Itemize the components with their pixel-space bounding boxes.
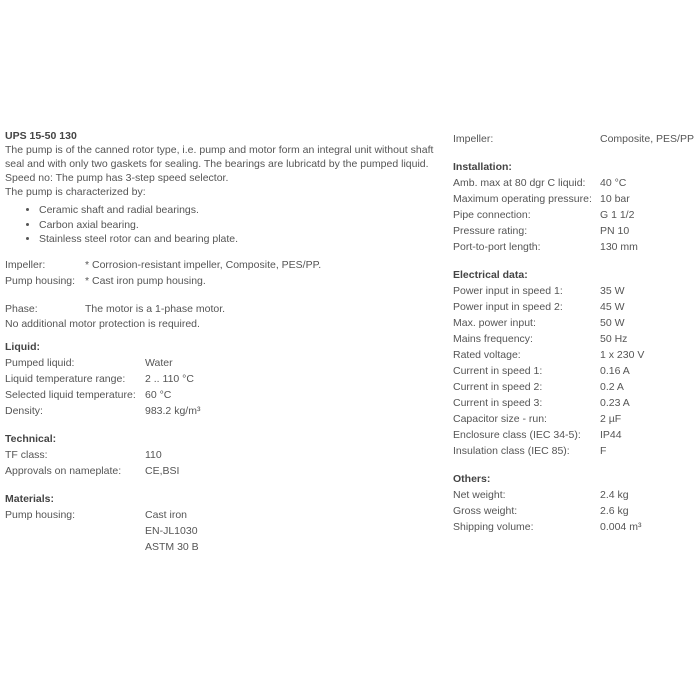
- electrical-row: [453, 363, 700, 379]
- spec-value: 2.4 kg: [600, 489, 629, 501]
- feature-list: [5, 203, 437, 247]
- materials-values: [145, 507, 199, 555]
- spec-label: Pressure rating:: [453, 225, 528, 237]
- electrical-row: [453, 331, 700, 347]
- phase-note: No additional motor protection is required.: [5, 317, 200, 330]
- feature-value: * Corrosion-resistant impeller, Composite, PES/PP.: [85, 258, 322, 271]
- spec-value: IP44: [600, 429, 622, 441]
- impeller-row: [453, 131, 700, 147]
- product-title: UPS 15-50 130: [5, 130, 77, 142]
- installation-row: [453, 223, 700, 239]
- liquid-row: [5, 371, 437, 387]
- liquid-row: [5, 387, 437, 403]
- spec-value: 1 x 230 V: [600, 349, 645, 361]
- spec-value: 2.6 kg: [600, 505, 629, 517]
- installation-row: [453, 239, 700, 255]
- others-row: [453, 487, 700, 503]
- phase-value: The motor is a 1-phase motor.: [85, 302, 226, 315]
- spec-label: Liquid temperature range:: [5, 372, 126, 385]
- electrical-row: [453, 283, 700, 299]
- feature-row-impeller: [5, 257, 437, 273]
- technical-section-title: Technical:: [5, 432, 57, 445]
- spec-label: Port-to-port length:: [453, 241, 541, 253]
- electrical-row: [453, 427, 700, 443]
- electrical-row: [453, 411, 700, 427]
- spec-label: Current in speed 3:: [453, 397, 543, 409]
- feature-bullet: • Carbon axial bearing.: [39, 218, 437, 233]
- installation-row: [453, 191, 700, 207]
- phase-label: Phase:: [5, 302, 38, 315]
- spec-value: CE,BSI: [145, 464, 180, 477]
- spec-label: Insulation class (IEC 85):: [453, 445, 570, 457]
- materials-row: [5, 507, 437, 555]
- spec-value: Cast iron: [145, 508, 188, 521]
- feature-bullet: • Ceramic shaft and radial bearings.: [39, 203, 437, 218]
- spec-value: ASTM 30 B: [145, 540, 199, 553]
- spec-label: Shipping volume:: [453, 521, 534, 533]
- spec-value: 0.16 A: [600, 365, 630, 377]
- electrical-row: [453, 443, 700, 459]
- spec-value: 110: [145, 448, 162, 461]
- spec-label: Approvals on nameplate:: [5, 464, 122, 477]
- electrical-row: [453, 395, 700, 411]
- spec-value: PN 10: [600, 225, 630, 237]
- spec-label: Net weight:: [453, 489, 506, 501]
- others-row: [453, 519, 700, 535]
- feature-value: * Cast iron pump housing.: [85, 274, 206, 287]
- spec-label: Power input in speed 1:: [453, 285, 563, 297]
- spec-label: Pipe connection:: [453, 209, 531, 221]
- spec-label: Rated voltage:: [453, 349, 521, 361]
- electrical-row: [453, 379, 700, 395]
- spec-label: Current in speed 1:: [453, 365, 543, 377]
- spec-value: 35 W: [600, 285, 625, 297]
- right-column: [453, 131, 700, 535]
- spec-label: Capacitor size - run:: [453, 413, 547, 425]
- spec-label: Enclosure class (IEC 34-5):: [453, 429, 581, 441]
- spec-label: Max. power input:: [453, 317, 536, 329]
- spec-value: 130 mm: [600, 241, 638, 253]
- spec-label: Pump housing:: [5, 508, 76, 521]
- left-column: [5, 129, 437, 555]
- spec-value: F: [600, 445, 607, 457]
- intro-line: The pump is of the canned rotor type, i.e. pump and motor form an integral unit without shaft: [5, 144, 434, 156]
- feature-row-housing: [5, 273, 437, 289]
- installation-section-title: Installation:: [453, 161, 512, 173]
- spec-value: 45 W: [600, 301, 625, 313]
- spec-value: 60 °C: [145, 388, 172, 401]
- others-row: [453, 503, 700, 519]
- spec-value: 2 .. 110 °C: [145, 372, 194, 385]
- others-section-title: Others:: [453, 473, 491, 485]
- liquid-section-title: Liquid:: [5, 340, 40, 353]
- spec-value: 0.2 A: [600, 381, 624, 393]
- materials-section-title: Materials:: [5, 492, 55, 505]
- spec-label: Impeller:: [453, 133, 494, 145]
- intro-line: The pump is characterized by:: [5, 186, 146, 198]
- spec-value: 50 Hz: [600, 333, 628, 345]
- spec-label: Pumped liquid:: [5, 356, 75, 369]
- spec-label: Power input in speed 2:: [453, 301, 563, 313]
- spec-value: 40 °C: [600, 177, 627, 189]
- spec-label: Current in speed 2:: [453, 381, 543, 393]
- spec-value: 2 µF: [600, 413, 622, 425]
- spec-value: Water: [145, 356, 173, 369]
- technical-row: [5, 463, 437, 479]
- electrical-row: [453, 299, 700, 315]
- spec-value: 0.23 A: [600, 397, 630, 409]
- spec-value: 10 bar: [600, 193, 630, 205]
- feature-label: Pump housing:: [5, 274, 76, 287]
- feature-bullet: • Stainless steel rotor can and bearing plate.: [39, 232, 437, 247]
- spec-label: Gross weight:: [453, 505, 518, 517]
- intro-line: Speed no: The pump has 3-step speed selector.: [5, 172, 229, 184]
- installation-row: [453, 207, 700, 223]
- installation-row: [453, 175, 700, 191]
- feature-label: Impeller:: [5, 258, 46, 271]
- spec-label: Amb. max at 80 dgr C liquid:: [453, 177, 586, 189]
- spec-value: EN-JL1030: [145, 524, 198, 537]
- spec-label: Selected liquid temperature:: [5, 388, 136, 401]
- electrical-section-title: Electrical data:: [453, 269, 528, 281]
- liquid-row: [5, 355, 437, 371]
- spec-value: G 1 1/2: [600, 209, 635, 221]
- spec-value: Composite, PES/PP: [600, 133, 694, 145]
- intro-line: seal and with only two gaskets for sealing. The bearings are lubricatd by the pumped liquid.: [5, 158, 429, 170]
- spec-value: 983.2 kg/m³: [145, 404, 201, 417]
- spec-value: 0.004 m³: [600, 521, 642, 533]
- electrical-row: [453, 315, 700, 331]
- electrical-row: [453, 347, 700, 363]
- spec-label: Density:: [5, 404, 43, 417]
- spec-label: TF class:: [5, 448, 48, 461]
- technical-row: [5, 447, 437, 463]
- spec-label: Mains frequency:: [453, 333, 533, 345]
- liquid-row: [5, 403, 437, 419]
- phase-row: [5, 301, 437, 317]
- spec-label: Maximum operating pressure:: [453, 193, 592, 205]
- spec-value: 50 W: [600, 317, 625, 329]
